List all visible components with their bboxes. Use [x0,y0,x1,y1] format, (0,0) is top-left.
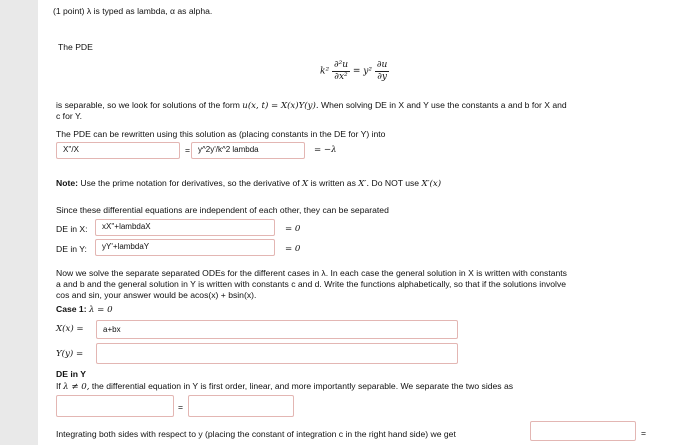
pde-equation [320,60,389,83]
note-x: X [302,179,309,189]
case1-label: Case 1: [56,304,87,314]
cases-text-2: a and b and the general solution in Y is written with constants c and d. Write the functions alphabetically, so that if the solutions involve [56,279,567,289]
de-y-label: DE in Y: [56,244,87,254]
pde-rhs-den: ∂y [377,72,387,82]
pde-k2: k² [320,66,330,77]
pde-equals: = [352,66,361,77]
cases-text-1: Now we solve the separate separated ODEs for the different cases in λ. In each case the general solution in X is written with constants [56,268,567,278]
integrate-left-input[interactable] [530,421,636,441]
rewrite-rhs: = −λ [314,145,337,155]
separable-text: is separable, so we look for solutions of the form [56,100,240,110]
note-label: Note: [56,178,78,188]
de-x-label: DE in X: [56,224,88,234]
note-line [56,178,441,190]
de-y-input[interactable]: yY'+lambdaY [95,239,275,256]
rewrite-y-input[interactable]: y^2y'/k^2 lambda [191,142,305,159]
case1-x-input[interactable]: a+bx [96,320,458,339]
note-xprime-x: X′(x) [421,179,442,189]
de-in-y-heading: DE in Y [56,369,86,379]
intro-text: (1 point) λ is typed as lambda, α as alpha. [53,6,213,16]
integrate-equals: = [641,428,647,438]
pde-lhs-num: ∂²u [333,60,348,70]
integrate-text: Integrating both sides with respect to y (placing the constant of integration c in the right hand side) we get [56,429,456,439]
de-x-input[interactable]: xX''+lambdaX [95,219,275,236]
separable-formula: u(x, t) = X(x)Y(y). [242,101,319,111]
separable-line-1 [56,100,567,112]
pde-rhs-num: ∂u [376,60,388,70]
case1-y-input[interactable] [96,343,458,364]
rewrite-text: The PDE can be rewritten using this solution as (placing constants in the DE for Y) into [56,129,386,139]
section-title: The PDE [58,42,93,52]
separable-line-2: c for Y. [56,111,82,121]
separate-right-input[interactable] [188,395,294,417]
de-x-rhs: = 0 [285,224,301,234]
de-y-rhs: = 0 [285,244,301,254]
nonzero-line [56,381,513,393]
note-text-3: Do NOT use [371,178,420,188]
note-xprime: X′. [358,179,370,189]
pde-y2: y² [363,66,372,77]
separate-equals: = [178,402,184,412]
independent-text: Since these differential equations are independent of each other, they can be separated [56,205,389,215]
nonzero-cond: λ ≠ 0, [63,382,90,392]
note-text: Use the prime notation for derivatives, so the derivative of [80,178,300,188]
pde-lhs-den: ∂x² [334,72,348,82]
pde-rhs-fraction [375,60,389,83]
pde-lhs-fraction [332,60,350,83]
case1-cond: λ = 0 [88,305,113,315]
nonzero-text-b: the differential equation in Y is first order, linear, and more importantly separable. We separate the two sides as [91,381,514,391]
separable-text-2: When solving DE in X and Y use the constants a and b for X and [321,100,567,110]
case1-y-label: Y(y) = [56,349,84,359]
rewrite-x-input[interactable]: X''/X [56,142,180,159]
note-text-2: is written as [310,178,356,188]
case1-x-label: X(x) = [56,324,84,334]
homework-page [38,0,700,445]
cases-text-3: cos and sin, your answer would be acos(x) + bsin(x). [56,290,257,300]
separate-left-input[interactable] [56,395,174,417]
rewrite-equals: = [185,145,191,155]
nonzero-text-a: If [56,381,61,391]
case1-line [56,304,113,316]
